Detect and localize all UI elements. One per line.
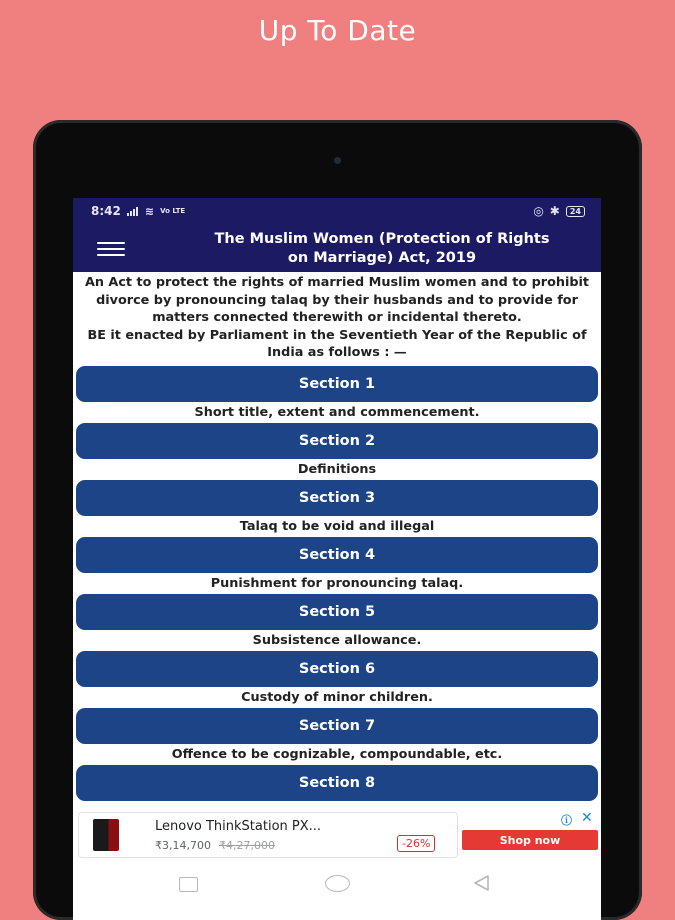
section-2-description: Definitions bbox=[297, 461, 377, 477]
ad-product-name: Lenovo ThinkStation PX... bbox=[155, 819, 322, 834]
preamble-text: An Act to protect the rights of married Muslim women and to prohibit divorce by pronouncing talaq by their husbands and to provide for matters connected therewith or incidental thereto. bbox=[84, 275, 590, 325]
section-3-button[interactable]: Section 3 bbox=[76, 480, 598, 516]
section-5-button[interactable]: Section 5 bbox=[76, 594, 598, 630]
battery-icon bbox=[566, 206, 585, 217]
section-4-description: Punishment for pronouncing talaq. bbox=[210, 575, 464, 591]
camera-dot bbox=[334, 157, 341, 164]
volte-label: Vo LTE bbox=[160, 206, 186, 215]
app-bar bbox=[73, 224, 601, 272]
status-time: 8:42 bbox=[91, 204, 121, 218]
wifi-icon: ≋ bbox=[144, 204, 155, 218]
nav-back-icon[interactable] bbox=[471, 873, 491, 893]
main-content bbox=[73, 272, 601, 801]
close-icon[interactable]: ✕ bbox=[581, 810, 593, 826]
section-6-description: Custody of minor children. bbox=[241, 689, 433, 705]
app-title: The Muslim Women (Protection of Rights on Marriage) Act, 2019 bbox=[214, 231, 550, 266]
section-5-description: Subsistence allowance. bbox=[252, 632, 422, 648]
section-6-button[interactable]: Section 6 bbox=[76, 651, 598, 687]
ad-card[interactable] bbox=[78, 812, 458, 858]
section-8-button[interactable]: Section 8 bbox=[76, 765, 598, 801]
adchoices-icon[interactable]: ⓘ bbox=[561, 814, 572, 827]
device-screen bbox=[73, 198, 601, 920]
section-3-description: Talaq to be void and illegal bbox=[239, 518, 435, 534]
shop-now-button[interactable]: Shop now bbox=[462, 830, 598, 850]
nav-home-icon[interactable] bbox=[325, 875, 350, 892]
system-nav-bar bbox=[73, 862, 601, 920]
nav-recents-icon[interactable] bbox=[179, 877, 198, 892]
battery-level: 24 bbox=[569, 206, 581, 216]
promo-title: Up To Date bbox=[258, 14, 417, 47]
product-image bbox=[93, 819, 119, 851]
section-4-button[interactable]: Section 4 bbox=[76, 537, 598, 573]
enactment-text: BE it enacted by Parliament in the Seventieth Year of the Republic of India as follows : — bbox=[87, 327, 587, 360]
ad-discount-badge: -26% bbox=[397, 835, 435, 852]
section-1-button[interactable]: Section 1 bbox=[76, 366, 598, 402]
status-bar bbox=[73, 198, 601, 224]
act-preamble bbox=[75, 274, 599, 362]
section-7-button[interactable]: Section 7 bbox=[76, 708, 598, 744]
alarm-icon: ◎ bbox=[533, 204, 544, 218]
ad-price-line bbox=[155, 839, 275, 852]
section-7-description: Offence to be cognizable, compoundable, etc. bbox=[171, 746, 503, 762]
ad-old-price: ₹4,27,000 bbox=[218, 839, 275, 852]
section-1-description: Short title, extent and commencement. bbox=[194, 404, 480, 420]
ad-banner bbox=[73, 810, 601, 862]
ad-price: ₹3,14,700 bbox=[155, 839, 211, 852]
menu-icon[interactable] bbox=[97, 242, 125, 256]
tablet-frame bbox=[33, 120, 642, 920]
section-2-button[interactable]: Section 2 bbox=[76, 423, 598, 459]
signal-icon bbox=[127, 207, 139, 216]
bluetooth-icon: ✱ bbox=[549, 204, 560, 218]
